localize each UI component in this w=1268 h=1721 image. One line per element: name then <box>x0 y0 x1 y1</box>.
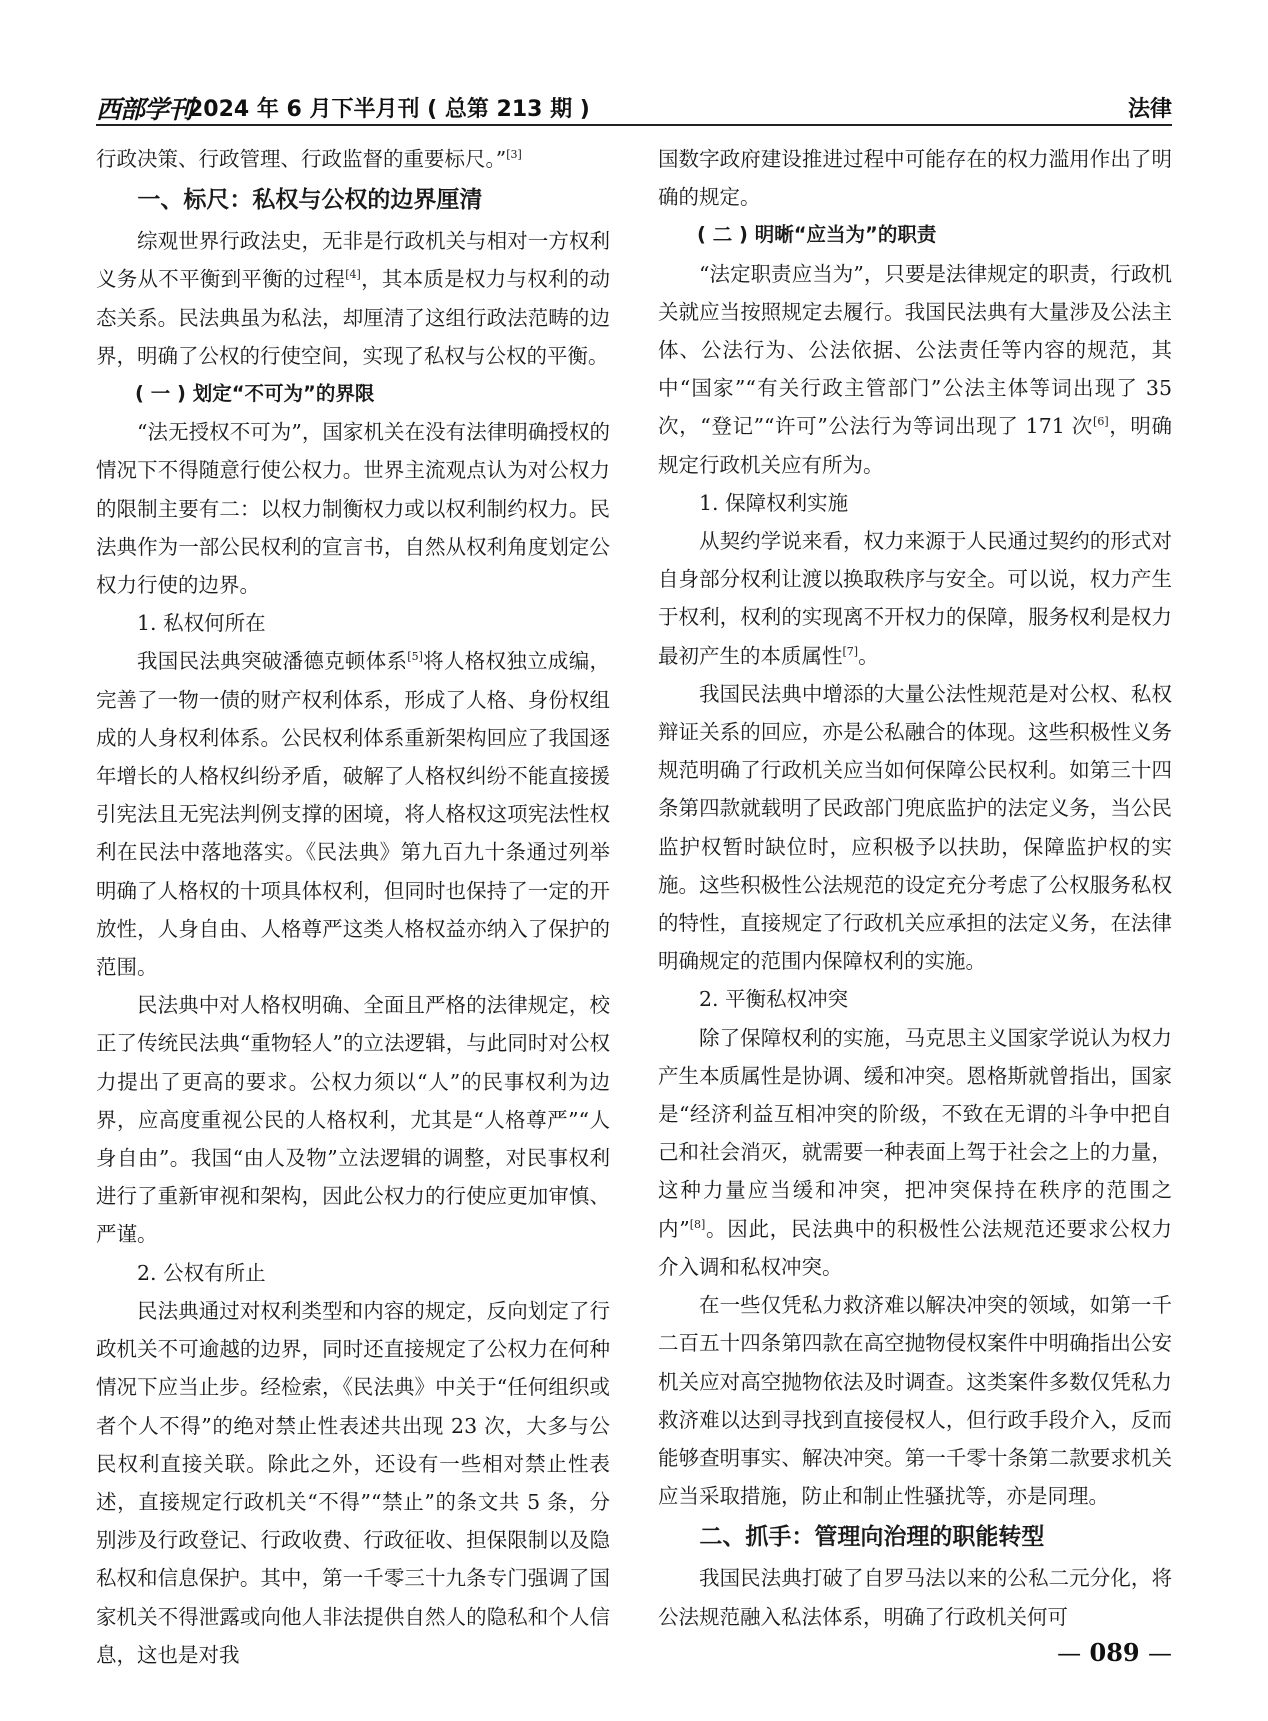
paragraph: 综观世界行政法史，无非是行政机关与相对一方权利义务从不平衡到平衡的过程[4]，其本质是权力与权利的动态关系。民法典虽为私法，却厘清了这组行政法范畴的边界，明确了公权的行使空间，实现了私权与公权的平衡。 <box>96 229 610 368</box>
item-heading: 1. 保障权利实施 <box>699 490 849 515</box>
citation-ref: [8] <box>689 1217 706 1231</box>
paragraph: 我国民法典中增添的大量公法性规范是对公权、私权辩证关系的回应，亦是公私融合的体现。这些积极性义务规范明确了行政机关应当如何保障公民权利。如第三十四条第四款就载明了民政部门兜底监护的法定义务，当公民监护权暂时缺位时，应积极予以扶助，保障监护权的实施。这些积极性公法规范的设定充分考虑了公权服务私权的特性，直接规定了行政机关应承担的法定义务，在法律明确规定的范围内保障权利的实施。 <box>658 681 1172 974</box>
subsection-heading: ( 二 ) 明晰“应当为”的职责 <box>697 223 937 247</box>
issue-info: 2024 年 6 月下半月刊 ( 总第 213 期 ) <box>188 97 590 122</box>
item-heading: 2. 公权有所止 <box>137 1260 266 1285</box>
paragraph: 在一些仅凭私力救济难以解决冲突的领域，如第一千二百五十四条第四款在高空抛物侵权案件中明确指出公安机关应对高空抛物依法及时调查。这类案件多数仅凭私力救济难以达到寻找到直接侵权人，但行政手段介入，反而能够查明事实、解决冲突。第一千零十条第二款要求机关应当采取措施，防止和制止性骚扰等，亦是同理。 <box>658 1293 1172 1509</box>
section-heading: 二、抓手：管理向治理的职能转型 <box>699 1524 1045 1551</box>
citation-ref: [4] <box>345 268 361 282</box>
paragraph: 行政决策、行政管理、行政监督的重要标尺。”[3] <box>96 147 522 171</box>
paragraph: 民法典中对人格权明确、全面且严格的法律规定，校正了传统民法典“重物轻人”的立法逻辑，与此同时对公权力提出了更高的要求。公权力须以“人”的民事权利为边界，应高度重视公民的人格权利，尤其是“人格尊严”“人身自由”。我国“由人及物”立法逻辑的调整，对民事权利进行了重新审视和架构，因此公权力的行使应更加审慎、严谨。 <box>96 993 610 1247</box>
page-number <box>1022 1638 1172 1667</box>
section-label: 法律 <box>1127 97 1172 122</box>
left-column <box>96 140 611 1667</box>
paragraph: “法定职责应当为”，只要是法律规定的职责，行政机关就应当按照规定去履行。我国民法典有大量涉及公法主体、公法行为、公法依据、公法责任等内容的规范，其中“国家”“有关行政主管部门”公法主体等词出现了 35 次，“登记”“许可”公法行为等词出现了 171 次[6]，明确规定行政机关应有所为。 <box>658 261 1172 477</box>
citation-ref: [5] <box>407 650 423 664</box>
page-number-dash-right: — <box>1148 1639 1172 1667</box>
journal-logo: 西部学刊 <box>96 95 193 124</box>
right-column <box>658 140 1172 1640</box>
citation-ref: [7] <box>842 644 859 658</box>
paragraph: 我国民法典突破潘德克顿体系[5]将人格权独立成编，完善了一物一债的财产权利体系，形成了人格、身份权组成的人身权利体系。公民权利体系重新架构回应了我国逐年增长的人格权纠纷矛盾，破解了人格权纠纷不能直接援引宪法且无宪法判例支撑的困境，将人格权这项宪法性权利在民法中落地落实。《民法典》第九百九十条通过列举明确了人格权的十项具体权利，但同时也保持了一定的开放性，人身自由、人格尊严这类人格权益亦纳入了保护的范围。 <box>96 649 611 980</box>
paragraph: 民法典通过对权利类型和内容的规定，反向划定了行政机关不可逾越的边界，同时还直接规定了公权力在何种情况下应当止步。经检索，《民法典》中关于“任何组织或者个人不得”的绝对禁止性表述共出现 23 次，大多与公民权利直接关联。除此之外，还设有一些相对禁止性表述，直接规定行政机关“不得”“禁止”的条文共 5 条，分别涉及行政登记、行政收费、行政征收、担保限制以及隐私权和信息保护。其中，第一千零三十九条专门强调了国家机关不得泄露或向他人非法提供自然人的隐私和个人信息，这也是对我 <box>96 1298 610 1667</box>
paragraph: “法无授权不可为”，国家机关在没有法律明确授权的情况下不得随意行使公权力。世界主流观点认为对公权力的限制主要有二：以权力制衡权力或以权利制约权力。民法典作为一部公民权利的宣言书，自然从权利角度划定公权力行使的边界。 <box>96 420 610 598</box>
citation-ref: [6] <box>1093 415 1109 429</box>
section-heading: 一、标尺：私权与公权的边界厘清 <box>137 187 483 214</box>
item-heading: 2. 平衡私权冲突 <box>699 987 849 1012</box>
paragraph: 我国民法典打破了自罗马法以来的公私二元分化，将公法规范融入私法体系，明确了行政机关何可 <box>658 1566 1172 1629</box>
subsection-heading: ( 一 ) 划定“不可为”的界限 <box>135 382 375 406</box>
item-heading: 1. 私权何所在 <box>137 611 266 636</box>
paragraph: 除了保障权利的实施，马克思主义国家学说认为权力产生本质属性是协调、缓和冲突。恩格斯就曾指出，国家是“经济利益互相冲突的阶级，不致在无谓的斗争中把自己和社会消灭，就需要一种表面上驾于社会之上的力量，这种力量应当缓和冲突，把冲突保持在秩序的范围之内”[8]。因此，民法典中的积极性公法规范还要求公权力介入调和私权冲突。 <box>658 1025 1173 1279</box>
page-number-dash-left: — <box>1057 1639 1082 1667</box>
citation-ref: [3] <box>506 148 522 162</box>
page-number-value: 089 <box>1089 1638 1140 1667</box>
paragraph: 从契约学说来看，权力来源于人民通过契约的形式对自身部分权利让渡以换取秩序与安全。可以说，权力产生于权利，权利的实现离不开权力的保障，服务权利是权力最初产生的本质属性[7]。 <box>658 529 1172 668</box>
paragraph: 国数字政府建设推进过程中可能存在的权力滥用作出了明确的规定。 <box>658 147 1172 210</box>
header-rule <box>96 124 1172 126</box>
running-header <box>96 86 1172 126</box>
